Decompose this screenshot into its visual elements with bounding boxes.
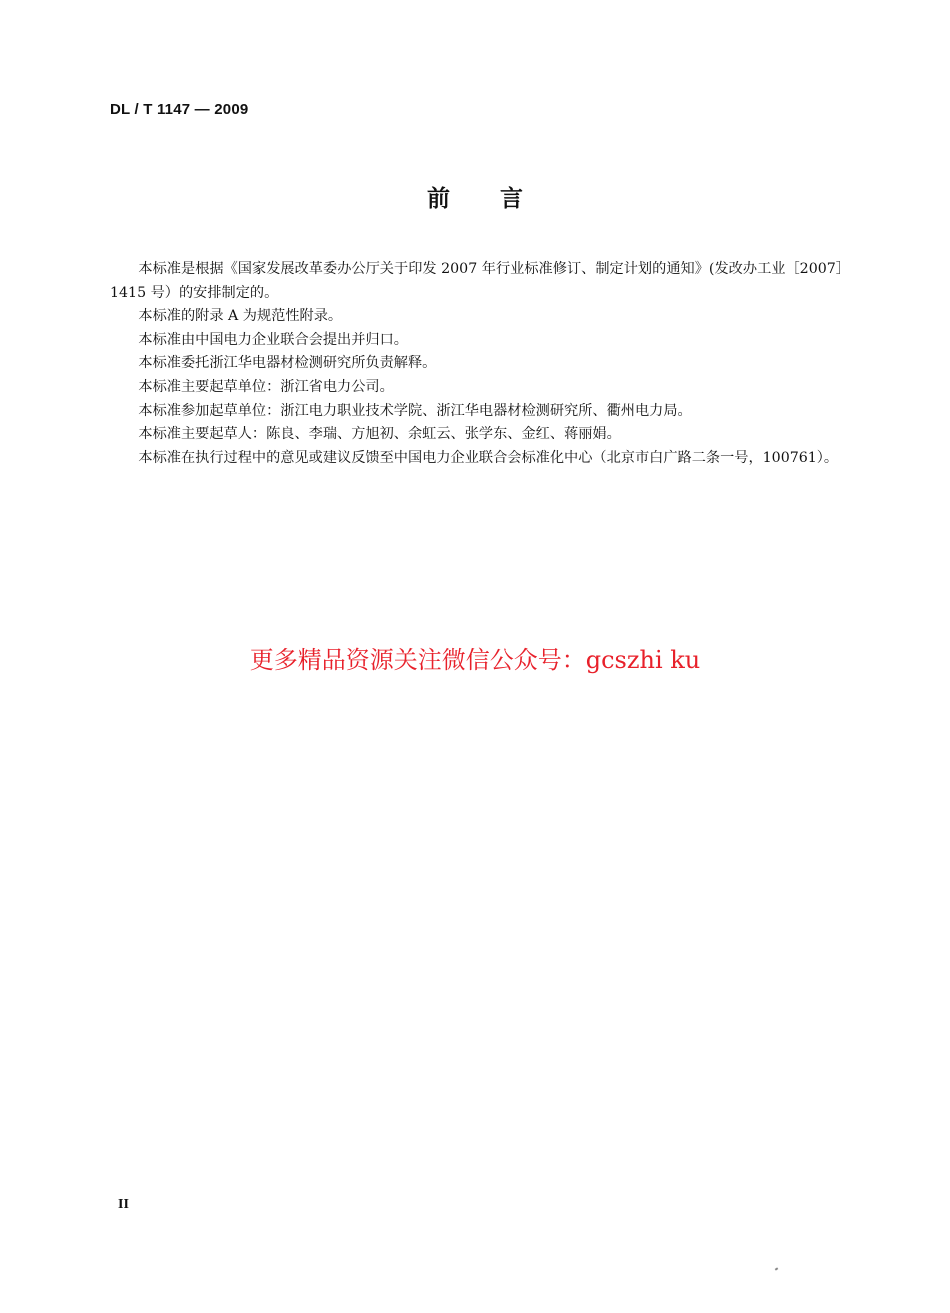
standard-code: DL / T 1147 — 2009 (110, 101, 249, 118)
foreword-paragraph: 本标准由中国电力企业联合会提出并归口。 (138, 331, 408, 348)
promo-watermark-text: 更多精品资源关注微信公众号：gcszhi ku (249, 646, 701, 674)
page-title: 前言 (427, 186, 573, 212)
foreword-paragraph: 本标准的附录 A 为规范性附录。 (138, 308, 343, 325)
foreword-paragraph: 本标准委托浙江华电器材检测研究所负责解释。 (138, 355, 437, 372)
foreword-paragraph: 本标准参加起草单位：浙江电力职业技术学院、浙江华电器材检测研究所、衢州电力局。 (138, 402, 692, 419)
scan-speck (775, 1267, 779, 1270)
page-number: II (118, 1197, 129, 1212)
foreword-paragraph: 本标准在执行过程中的意见或建议反馈至中国电力企业联合会标准化中心（北京市白广路二条一号，100761）。 (138, 449, 839, 466)
foreword-paragraph: 本标准主要起草单位：浙江省电力公司。 (138, 378, 394, 395)
foreword-paragraph: 本标准主要起草人：陈良、李瑞、方旭初、余虹云、张学东、金红、蒋丽娟。 (138, 426, 621, 443)
foreword-paragraph: 本标准是根据《国家发展改革委办公厅关于印发 2007 年行业标准修订、制定计划的通知》(发改办工业［2007］1415 号）的安排制定的。 (110, 261, 850, 301)
foreword-body (110, 258, 850, 470)
